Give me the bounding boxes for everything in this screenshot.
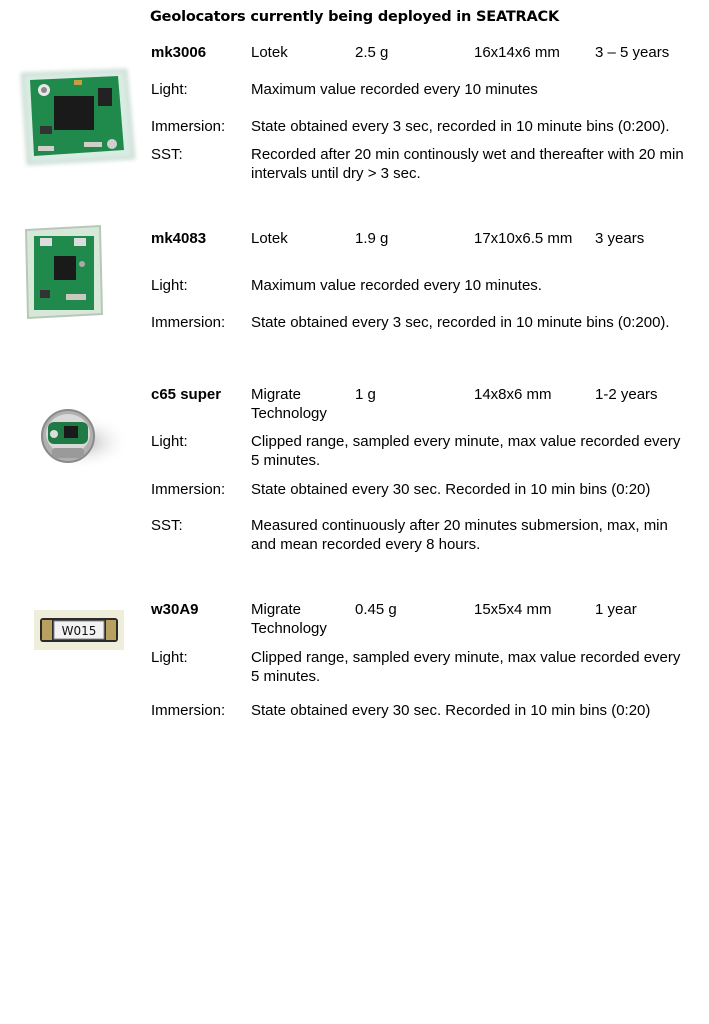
- device-size: 16x14x6 mm: [474, 44, 560, 61]
- w30a9-photo: [34, 610, 124, 650]
- spec-label-light: Light:: [151, 433, 188, 450]
- mk3006-photo: [14, 66, 140, 170]
- device-maker: Migrate Technology: [251, 601, 327, 637]
- spec-text-light: Clipped range, sampled every minute, max value recorded every 5 minutes.: [251, 433, 681, 469]
- device-weight: 0.45 g: [355, 601, 397, 618]
- spec-label-light: Light:: [151, 277, 188, 294]
- spec-text-sst: Recorded after 20 min continously wet and thereafter with 20 min intervals until dry > 3 sec.: [251, 146, 684, 182]
- spec-label-immersion: Immersion:: [151, 481, 226, 498]
- device-weight: 2.5 g: [355, 44, 389, 61]
- device-model: mk3006: [151, 44, 207, 61]
- c65-super-photo: [22, 400, 130, 474]
- page-title: Geolocators currently being deployed in SEATRACK: [149, 9, 560, 25]
- chip-label: W015: [61, 624, 97, 638]
- spec-text-light: Maximum value recorded every 10 minutes: [251, 81, 538, 98]
- device-lifespan: 3 – 5 years: [595, 44, 670, 61]
- spec-label-immersion: Immersion:: [151, 702, 226, 719]
- spec-label-light: Light:: [151, 649, 188, 666]
- spec-text-immersion: State obtained every 30 sec. Recorded in 10 min bins (0:20): [251, 702, 651, 719]
- spec-label-immersion: Immersion:: [151, 118, 226, 135]
- device-maker: Lotek: [251, 230, 288, 247]
- spec-label-immersion: Immersion:: [151, 314, 226, 331]
- spec-label-sst: SST:: [151, 146, 183, 163]
- spec-text-immersion: State obtained every 30 sec. Recorded in 10 min bins (0:20): [251, 481, 651, 498]
- device-maker: Lotek: [251, 44, 288, 61]
- spec-text-immersion: State obtained every 3 sec, recorded in 10 minute bins (0:200).: [251, 314, 670, 331]
- spec-text-immersion: State obtained every 3 sec, recorded in 10 minute bins (0:200).: [251, 118, 670, 135]
- device-model: mk4083: [151, 230, 207, 247]
- device-size: 15x5x4 mm: [474, 601, 552, 618]
- device-model: c65 super: [151, 386, 222, 403]
- device-size: 17x10x6.5 mm: [474, 230, 573, 247]
- device-lifespan: 1-2 years: [595, 386, 658, 403]
- device-maker: Migrate Technology: [251, 386, 327, 422]
- spec-label-light: Light:: [151, 81, 188, 98]
- spec-text-light: Maximum value recorded every 10 minutes.: [251, 277, 542, 294]
- device-size: 14x8x6 mm: [474, 386, 552, 403]
- mk4083-photo: [22, 224, 106, 320]
- device-weight: 1 g: [355, 386, 376, 403]
- device-lifespan: 3 years: [595, 230, 645, 247]
- spec-label-sst: SST:: [151, 517, 183, 534]
- device-weight: 1.9 g: [355, 230, 389, 247]
- device-lifespan: 1 year: [595, 601, 637, 618]
- device-model: w30A9: [151, 601, 199, 618]
- spec-text-sst: Measured continuously after 20 minutes submersion, max, min and mean recorded every 8 hours.: [251, 517, 668, 553]
- spec-text-light: Clipped range, sampled every minute, max value recorded every 5 minutes.: [251, 649, 681, 685]
